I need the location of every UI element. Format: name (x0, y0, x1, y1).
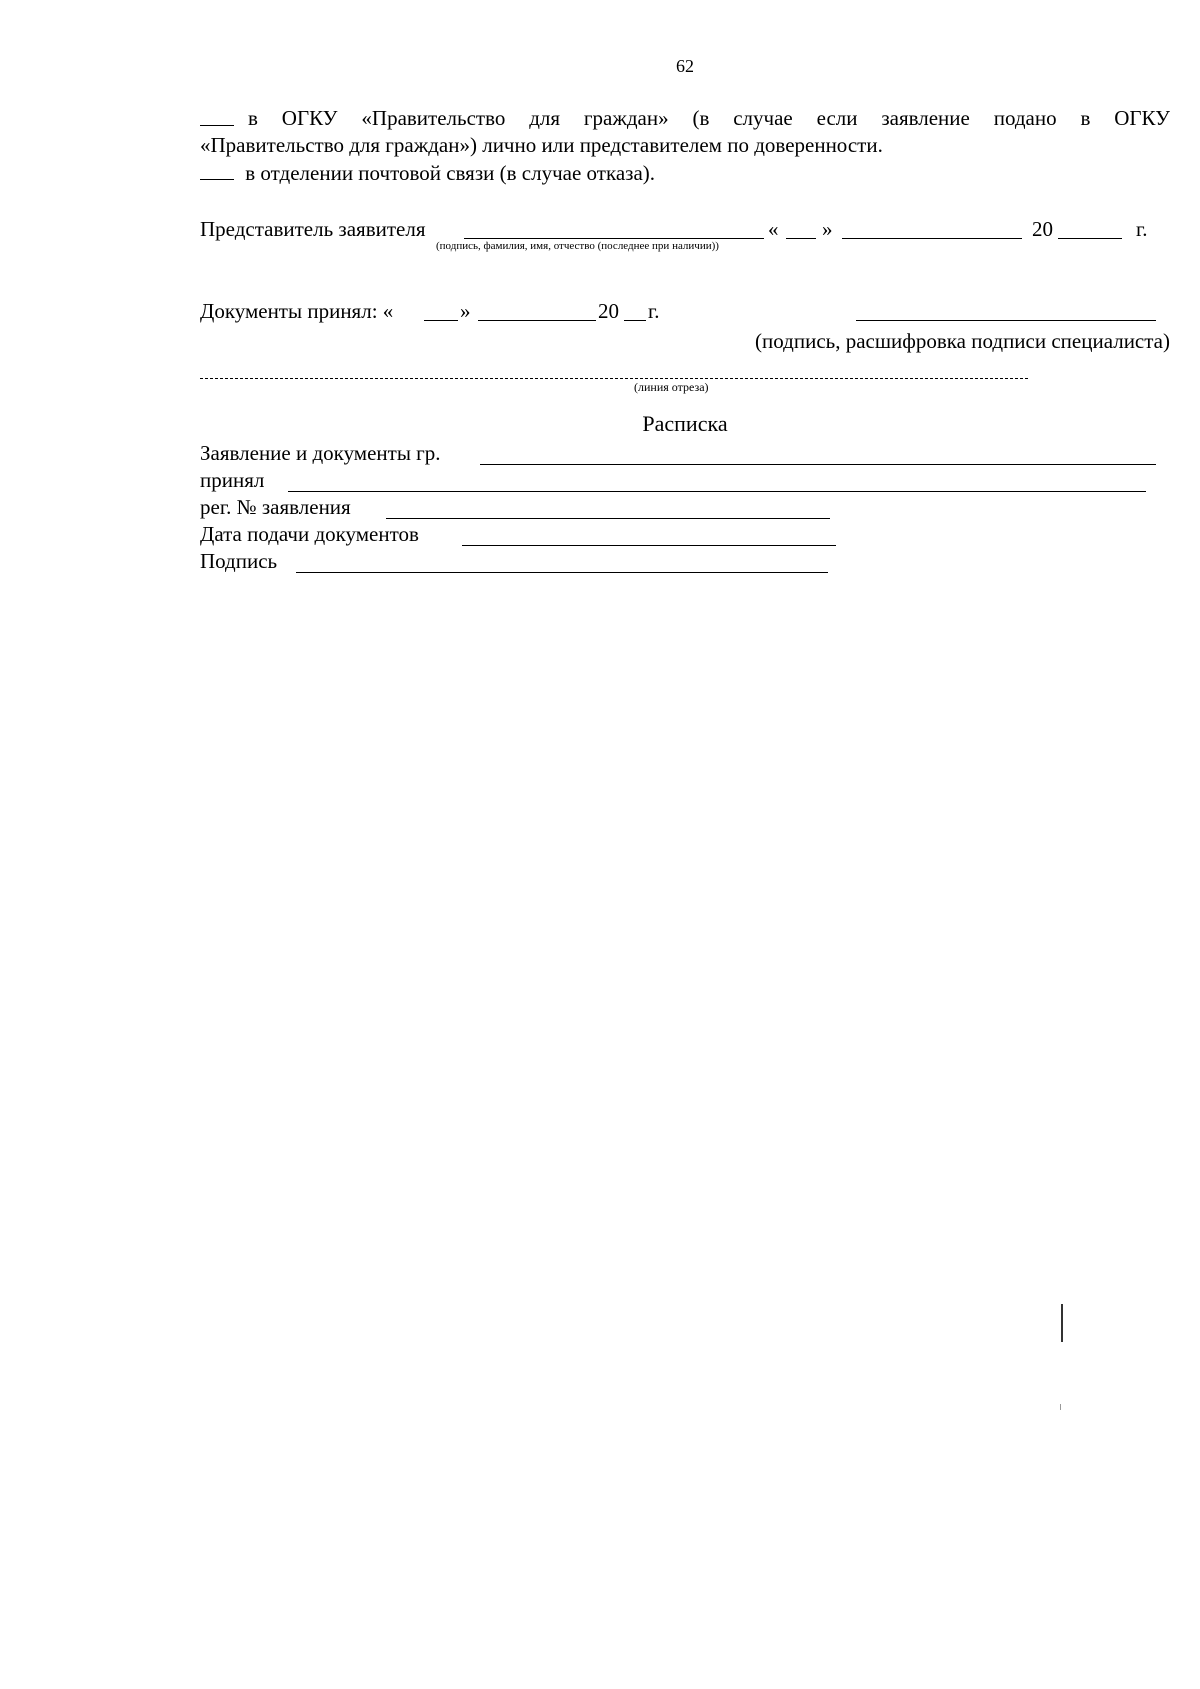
option-1-line-1 (200, 105, 1170, 132)
scan-artifact-dot (1060, 1404, 1061, 1410)
representative-year-field[interactable] (1058, 238, 1122, 239)
page-number: 62 (676, 56, 694, 76)
receipt-reg-number-label: рег. № заявления (200, 495, 351, 519)
receipt-statement-field[interactable] (480, 464, 1156, 465)
cut-line-caption: (линия отреза) (634, 380, 709, 394)
receipt-title: Расписка (642, 411, 728, 436)
accepted-day-field[interactable] (424, 320, 458, 321)
representative-month-field[interactable] (842, 238, 1022, 239)
cut-line (200, 378, 1028, 379)
accepted-year-prefix: 20 (598, 299, 619, 323)
accepted-label: Документы принял: « (200, 299, 394, 323)
representative-label: Представитель заявителя (200, 217, 426, 241)
checkbox-blank-1[interactable] (200, 105, 234, 126)
accepted-quote-close: » (460, 299, 471, 323)
representative-day-field[interactable] (786, 238, 816, 239)
accepted-month-field[interactable] (478, 320, 596, 321)
receipt-accepted-by-label: принял (200, 468, 265, 492)
receipt-reg-number-field[interactable] (386, 518, 830, 519)
option-2-line (200, 159, 655, 186)
receipt-signature-label: Подпись (200, 549, 278, 573)
accepted-year-field[interactable] (624, 320, 646, 321)
option-1-text-2: «Правительство для граждан») лично или представителем по доверенности. (200, 133, 883, 157)
receipt-submission-date-label: Дата подачи документов (200, 522, 419, 546)
receipt-submission-date-field[interactable] (462, 545, 836, 546)
representative-quote-open: « (768, 217, 779, 241)
receipt-signature-field[interactable] (296, 572, 828, 573)
checkbox-blank-2[interactable] (200, 159, 234, 180)
receipt-statement-label: Заявление и документы гр. (200, 441, 441, 465)
representative-caption: (подпись, фамилия, имя, отчество (последнее при наличии)) (436, 240, 719, 252)
representative-signature-field[interactable] (464, 238, 764, 239)
option-1-text-1: в ОГКУ «Правительство для граждан» (в случае если заявление подано в ОГКУ (248, 106, 1170, 130)
accepted-caption: (подпись, расшифровка подписи специалиста) (755, 329, 1170, 353)
specialist-signature-field[interactable] (856, 320, 1156, 321)
representative-year-suffix: г. (1136, 217, 1148, 241)
receipt-accepted-by-field[interactable] (288, 491, 1146, 492)
representative-quote-close: » (822, 217, 833, 241)
scan-artifact-vertical-line (1061, 1304, 1063, 1342)
representative-year-prefix: 20 (1032, 217, 1053, 241)
option-2-text: в отделении почтовой связи (в случае отказа). (245, 161, 656, 185)
accepted-year-suffix: г. (648, 299, 660, 323)
